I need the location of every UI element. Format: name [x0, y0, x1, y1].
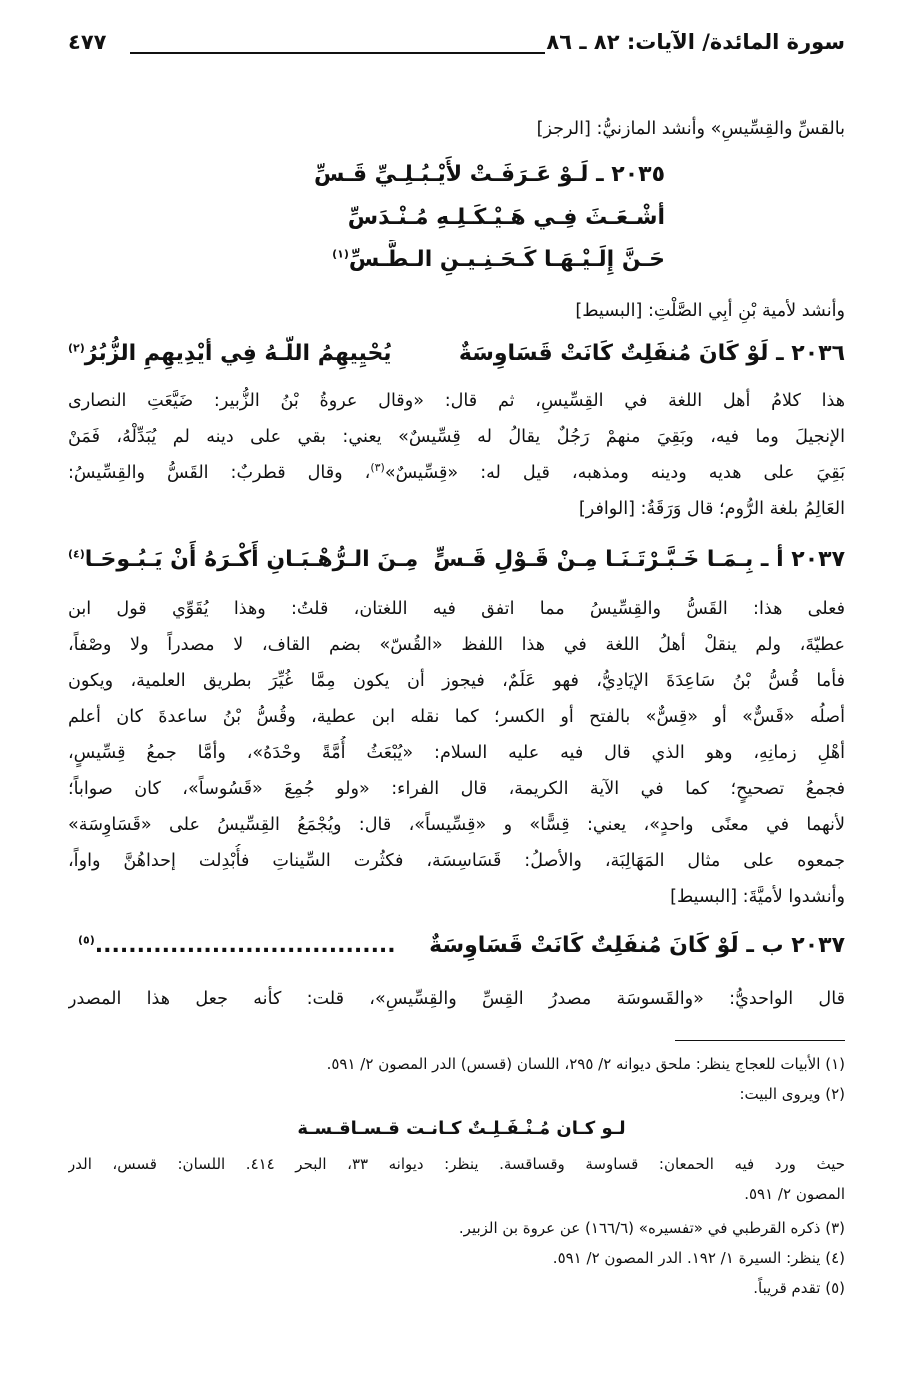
page-number: ٤٧٧	[68, 30, 107, 54]
body-line: أصلُه «قَسٌّ» أو «قِسٌّ» بالفتح أو الكسر؛ كما نقله ابن عطية، وقُسُّ بْنُ ساعدةَ كان أعلم	[68, 707, 845, 727]
verse-hemistich-2-omitted	[78, 926, 396, 966]
footnote-2: (٢) ويروى البيت:	[739, 1085, 845, 1103]
verse-2035-line-1: ٢٠٣٥ ـ لَـوْ عَـرَفَـتْ لأَيْـبُـلِـيِّ قَـسِّ	[314, 162, 665, 187]
footnote-2-line-2: حيث ورد فيه الحمعان: قساوسة وقساقسة. ينظر: ديوانه ٣٣، البحر ٤١٤. اللسان: قسس، الدر	[68, 1155, 845, 1173]
verse-hemistich-2	[68, 334, 392, 374]
verse-2037b	[68, 926, 845, 966]
body-line: عطيّةَ، ولم ينقلْ أهلُ اللغة في هذا اللفظ «القُسّ» بضم القاف، لا مصدراً ولا وصْفاً،	[68, 635, 845, 655]
body-line: فجمعُ تصحيحٍ؛ كما في الآية الكريمة، قال الفراء: «ولو جُمِعَ «قَسُوساً»، كان صواباً؛	[68, 779, 845, 799]
footnote-2-line-3: المصون ٢/ ٥٩١.	[744, 1185, 845, 1203]
verse-text: حَـنَّ إِلَـيْـهَـا كَـحَـنِـيـنِ الـطَّـسِّ	[348, 247, 665, 272]
verse-2035-line-2: أشْـعَـثَ فِـي هَـيْـكَـلِـهِ مُـنْـدَسِّ	[347, 205, 665, 230]
footnote-separator	[675, 1040, 845, 1041]
footnote-1: (١) الأبيات للعجاج ينظر: ملحق ديوانه ٢/ ٢٩٥، اللسان (قسس) الدر المصون ٢/ ٥٩١.	[326, 1055, 845, 1073]
body-line: جمعوه على مثال المَهَالِبَة، والأصلُ: قَسَاسِسَة، فكثُرت السِّيناتِ فأُبْدِلت إحداهُنَّ واواً،	[68, 851, 845, 871]
footnote-5: (٥) تقدم قريباً.	[753, 1279, 845, 1297]
body-text: بَقِيَ على هديه ودينه ومذهبه، قيل له: «قِسِّيسٌ»	[384, 463, 845, 483]
body-line: الإنجيلَ وما فيه، وبَقِيَ منهمْ رَجُلٌ يقالُ له قِسِّيسٌ» يعني: بقي على دينه لم يُبَدِّلْهُ، فَمَنْ	[68, 427, 845, 447]
body-line	[68, 456, 845, 490]
footnote-3: (٣) ذكره القرطبي في «تفسيره» (١٦٦/٦) عن عروة بن الزبير.	[458, 1219, 845, 1237]
footnote-2-verse: لـو كـان مُـنْـفَـلِـتٌ كـانـت قـسـاقـسـة	[297, 1118, 626, 1139]
footnote-marker: (٥)	[78, 933, 95, 947]
verse-2037a	[68, 540, 845, 580]
footnote-marker: (٤)	[68, 547, 85, 561]
verse-hemistich-1: ٢٠٣٦ ـ لَوْ كَانَ مُنفَلِتٌ كَانَتْ قَسَاوِسَةٌ	[458, 341, 845, 366]
verse-hemistich-1: ٢٠٣٧ أ ـ بِـمَـا خَـبَّـرْتَـنَـا مِـنْ قَـوْلِ قَـسٍّ	[433, 547, 845, 572]
footnote-marker: (١)	[332, 247, 349, 261]
body-line: فعلى هذا: القَسُّ والقِسِّيسُ مما اتفق فيه اللغتان، قلتُ: وهذا يُقَوِّي قول ابن	[68, 599, 845, 619]
body-line: العَالِمُ بلغة الرُّوم؛ قال وَرَقَةُ: [الوافر]	[578, 499, 845, 519]
body-line: وأنشد لأمية بْنِ أبِي الصَّلْتِ: [البسيط]	[575, 301, 845, 321]
body-line: لأنهما في معنًى واحدٍ»، يعني: قِسًّا» و «قِسِّيساً»، قال: ويُجْمَعُ القِسِّيسُ على «قَسَاوِسَة»	[68, 815, 845, 835]
body-line: وأنشدوا لأميَّةَ: [البسيط]	[670, 887, 845, 907]
body-line: فأما قُسُّ بْنُ سَاعِدَةَ الإيَادِيُّ، فهو عَلَمٌ، فيجوز أن يكون مِمَّا غُيِّرَ بطريق العلمية، ويكون	[68, 671, 845, 691]
footnote-marker: (٣)	[370, 461, 385, 475]
footnote-4: (٤) ينظر: السيرة ١/ ١٩٢. الدر المصون ٢/ ٥٩١.	[552, 1249, 845, 1267]
body-line: هذا كلامُ أهل اللغة في القِسِّيسِ، ثم قال: «وقال عروةُ بْنُ الزُّبير: ضَيَّعَتِ النصارى	[68, 391, 845, 411]
body-text: ، وقال قطربٌ: القَسُّ والقِسِّيسُ:	[68, 463, 371, 483]
header-rule	[130, 52, 545, 54]
verse-2035-line-3	[332, 240, 665, 280]
body-line: بالقسِّ والقِسِّيسِ» وأنشد المازنيُّ: [الرجز]	[536, 119, 845, 139]
body-line: قال الواحديُّ: «والقَسوسَة مصدرُ القِسِّ والقِسِّيسِ»، قلت: كأنه جعل هذا المصدر	[68, 989, 845, 1009]
verse-hemistich-1: ٢٠٣٧ ب ـ لَوْ كَانَ مُنفَلِتٌ كَانَتْ قَسَاوِسَةٌ	[429, 933, 845, 958]
footnote-marker: (٢)	[68, 341, 85, 355]
body-line: أهْلِ زمانِهِ، وهو الذي قال فيه عليه السلام: «يُبْعَثُ أُمَّةً وحْدَهُ»، وأمَّا جمعُ قِسِّيسٍ،	[68, 743, 845, 763]
verse-2036	[68, 334, 845, 374]
surah-title: سورة المائدة/ الآيات: ٨٢ ـ ٨٦	[546, 30, 845, 54]
verse-text: يُحْيِيهِمُ اللّـهُ فِي أيْدِيهِمِ الزُّبُرُ	[84, 341, 392, 366]
verse-dots: ....................................	[94, 933, 396, 958]
verse-hemistich-2	[68, 540, 418, 580]
page-header	[68, 28, 845, 64]
verse-text: مِـنَ الـرُّهْـبَـانِ أَكْـرَهُ أَنْ يَـبُـوحَـا	[84, 547, 419, 572]
